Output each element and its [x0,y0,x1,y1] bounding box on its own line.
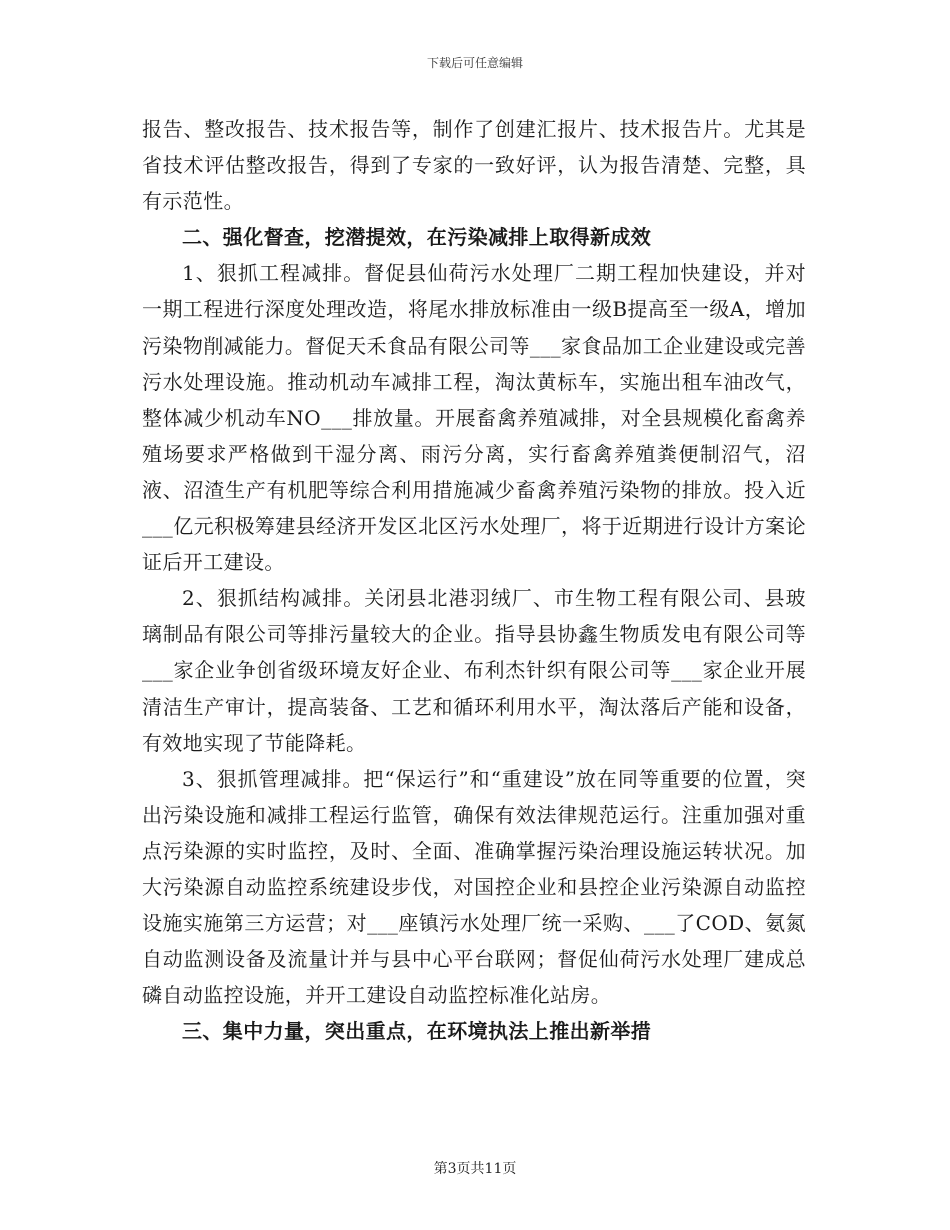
section-heading-2: 二、强化督查，挖潜提效，在污染减排上取得新成效 [182,225,652,250]
paragraph-item-1: 1、狠抓工程减排。督促县仙荷污水处理厂二期工程加快建设，并对一期工程进行深度处理改造，将尾水排放标准由一级B提高至一级A，增加污染物削减能力。督促天禾食品有限公司等___家食品加工企业建设或完善污水处理设施。推动机动车减排工程，淘汰黄标车，实施出租车油改气，整体减少机动车NO___排放量。开展畜禽养殖减排，对全县规模化畜禽养殖场要求严格做到干湿分离、雨污分离，实行畜禽养殖粪便制沼气，沼液、沼渣生产有机肥等综合利用措施减少畜禽养殖污染物的排放。投入近___亿元积极筹建县经济开发区北区污水处理厂，将于近期进行设计方案论证后开工建设。 [142,261,806,575]
paragraph-item-3: 3、狠抓管理减排。把“保运行”和“重建设”放在同等重要的位置，突出污染设施和减排工程运行监管，确保有效法律规范运行。注重加强对重点污染源的实时监控，及时、全面、准确掌握污染治理设施运转状况。加大污染源自动监控系统建设步伐，对国控企业和县控企业污染源自动监控设施实施第三方运营；对___座镇污水处理厂统一采购、___了COD、氨氮自动监测设备及流量计并与县中心平台联网；督促仙荷污水处理厂建成总磷自动监控设施，并开工建设自动监控标准化站房。 [142,766,806,1008]
document-body [142,111,806,1049]
paragraph-item-2: 2、狠抓结构减排。关闭县北港羽绒厂、市生物工程有限公司、县玻璃制品有限公司等排污量较大的企业。指导县协鑫生物质发电有限公司等___家企业争创省级环境友好企业、布利杰针织有限公司等___家企业开展清洁生产审计，提高装备、工艺和循环利用水平，淘汰落后产能和设备，有效地实现了节能降耗。 [142,586,806,755]
page-header: 下载后可任意编辑 [426,56,523,70]
section-heading-3: 三、集中力量，突出重点，在环境执法上推出新举措 [182,1019,652,1044]
continued-paragraph: 报告、整改报告、技术报告等，制作了创建汇报片、技术报告片。尤其是省技术评估整改报告，得到了专家的一致好评，认为报告清楚、完整，具有示范性。 [142,117,806,214]
page-footer: 第3页共11页 [433,1161,517,1177]
